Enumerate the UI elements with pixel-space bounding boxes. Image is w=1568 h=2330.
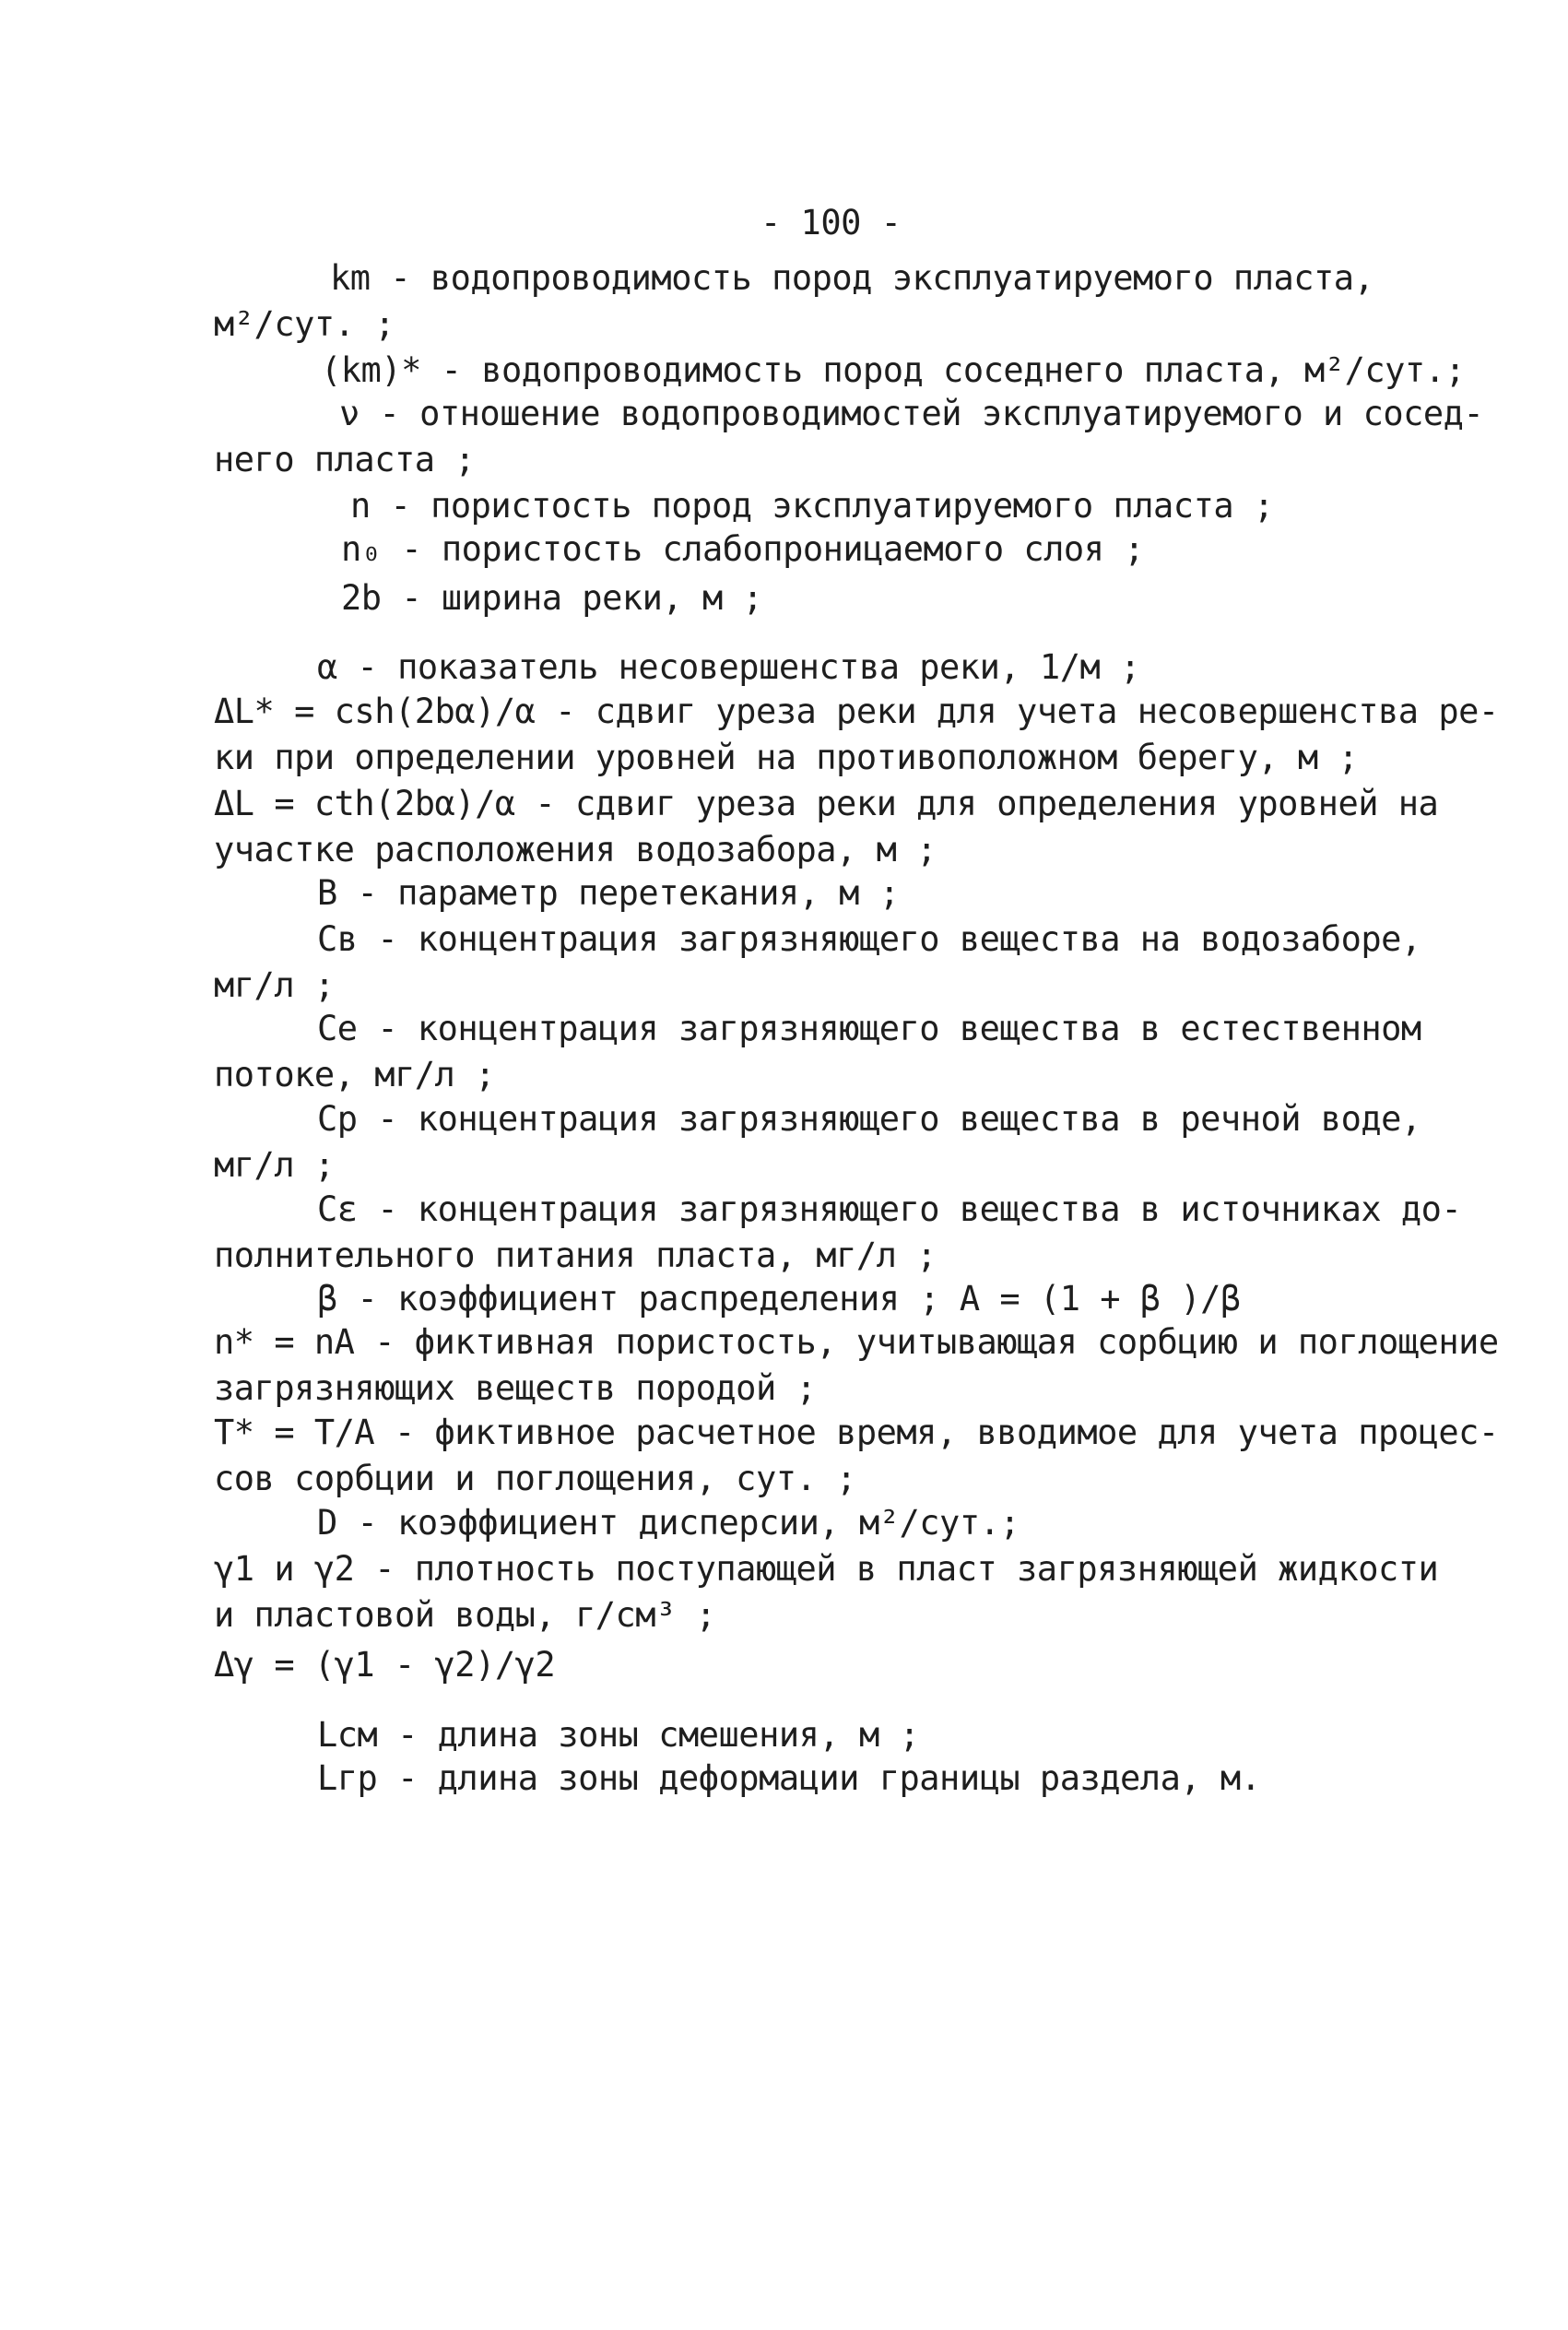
definition-nu: ν - отношение водопроводимостей эксплуатируемого и сосед- xyxy=(339,394,1484,433)
definition-c-natural-cont: потоке, мг/л ; xyxy=(214,1055,495,1094)
definition-gamma: γ1 и γ2 - плотность поступающей в пласт загрязняющей жидкости xyxy=(214,1549,1439,1589)
definition-c-natural: Cе - концентрация загрязняющего вещества в естественном xyxy=(317,1009,1421,1048)
definition-boundary-zone: Lгр - длина зоны деформации границы раздела, м. xyxy=(317,1758,1261,1798)
definition-km-star: (km)* - водопроводимость пород соседнего пласта, м²/сут.; xyxy=(321,350,1466,390)
definition-n0: n₀ - пористость слабопроницаемого слоя ; xyxy=(341,529,1145,569)
definition-alpha: α - показатель несовершенства реки, 1/м ; xyxy=(317,647,1140,687)
definition-delta-gamma: Δγ = (γ1 - γ2)/γ2 xyxy=(214,1645,556,1685)
definition-delta-l: ΔL = cth(2bα)/α - сдвиг уреза реки для определения уровней на xyxy=(214,784,1439,823)
definition-t-star: T* = T/A - фиктивное расчетное время, вводимое для учета процес- xyxy=(214,1413,1499,1452)
definition-n-star: n* = nA - фиктивная пористость, учитывающая сорбцию и поглощение xyxy=(214,1322,1499,1362)
definition-c-river-cont: мг/л ; xyxy=(214,1145,335,1185)
definition-c-intake: Cв - концентрация загрязняющего вещества на водозаборе, xyxy=(317,919,1421,959)
definition-km: km - водопроводимость пород эксплуатируемого пласта, xyxy=(330,258,1374,298)
definition-c-sources: Cε - концентрация загрязняющего вещества в источниках до- xyxy=(317,1189,1462,1229)
definition-delta-l-star-cont: ки при определении уровней на противоположном берегу, м ; xyxy=(214,738,1359,777)
definition-c-intake-cont: мг/л ; xyxy=(214,965,335,1005)
definition-km-cont: м²/сут. ; xyxy=(214,304,395,344)
page-number: - 100 - xyxy=(760,203,902,242)
definition-river-width: 2b - ширина реки, м ; xyxy=(341,578,763,618)
definition-delta-l-star: ΔL* = csh(2bα)/α - сдвиг уреза реки для учета несовершенства ре- xyxy=(214,692,1499,731)
definition-beta: β - коэффициент распределения ; A = (1 + β )/β xyxy=(317,1279,1241,1319)
definition-mixing-zone: Lсм - длина зоны смешения, м ; xyxy=(317,1715,920,1755)
definition-c-sources-cont: полнительного питания пласта, мг/л ; xyxy=(214,1236,937,1275)
definition-n-star-cont: загрязняющих веществ породой ; xyxy=(214,1368,817,1408)
definition-gamma-cont: и пластовой воды, г/см³ ; xyxy=(214,1595,716,1635)
definition-t-star-cont: сов сорбции и поглощения, сут. ; xyxy=(214,1459,856,1498)
definition-b-param: B - параметр перетекания, м ; xyxy=(317,873,900,913)
definition-dispersion: D - коэффициент дисперсии, м²/сут.; xyxy=(317,1503,1020,1543)
definition-c-river: Cр - концентрация загрязняющего вещества в речной воде, xyxy=(317,1099,1421,1139)
definition-n: n - пористость пород эксплуатируемого пласта ; xyxy=(350,486,1274,526)
definition-nu-cont: него пласта ; xyxy=(214,440,476,479)
definition-delta-l-cont: участке расположения водозабора, м ; xyxy=(214,830,937,869)
